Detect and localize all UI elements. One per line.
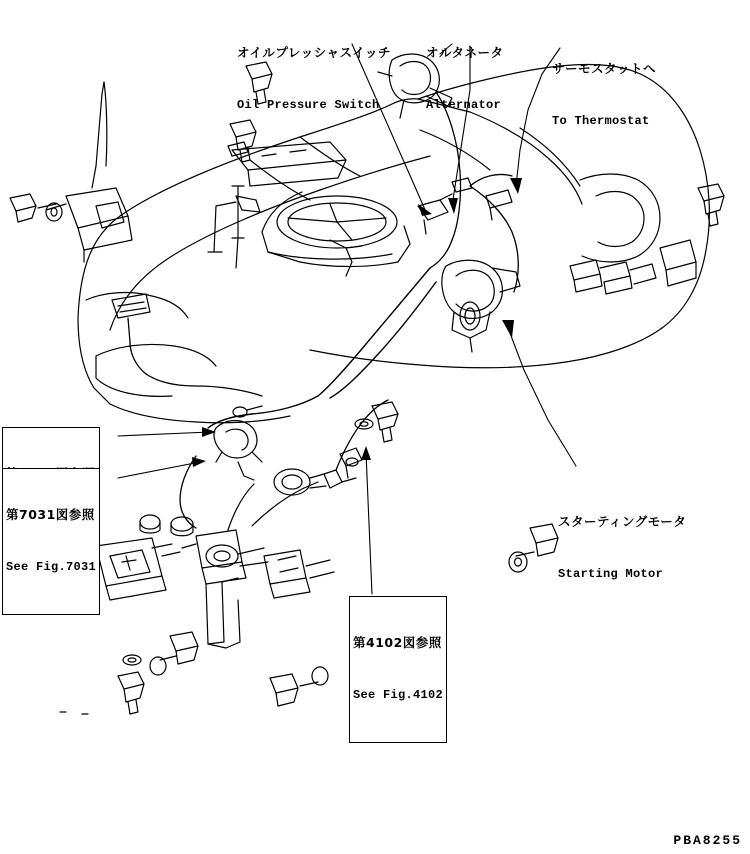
label-starting-motor-en: Starting Motor — [558, 567, 664, 582]
figure-part-number: PBA8255 — [673, 833, 742, 848]
label-starting-motor — [558, 477, 686, 619]
label-alternator — [426, 8, 504, 150]
label-see-fig-4102-en: See Fig.4102 — [353, 688, 444, 703]
label-oil-pressure-switch-en: Oil Pressure Switch — [237, 98, 380, 113]
label-starting-motor-jp: スターティングモータ — [558, 513, 687, 529]
label-oil-pressure-switch — [237, 8, 391, 150]
label-to-thermostat-jp: サーモスタットへ — [552, 60, 657, 76]
label-alternator-jp: オルタネータ — [426, 44, 504, 60]
label-alternator-en: Alternator — [426, 98, 502, 113]
label-see-fig-7031 — [2, 468, 100, 615]
label-see-fig-4102 — [349, 596, 447, 743]
label-to-thermostat — [552, 24, 656, 166]
label-see-fig-7031-jp: 第7031図参照 — [6, 506, 95, 522]
label-see-fig-7031-en: See Fig.7031 — [6, 560, 97, 575]
label-to-thermostat-en: To Thermostat — [552, 114, 650, 129]
label-see-fig-4102-jp: 第4102図参照 — [353, 634, 442, 650]
label-oil-pressure-switch-jp: オイルプレッシャスイッチ — [237, 44, 392, 60]
